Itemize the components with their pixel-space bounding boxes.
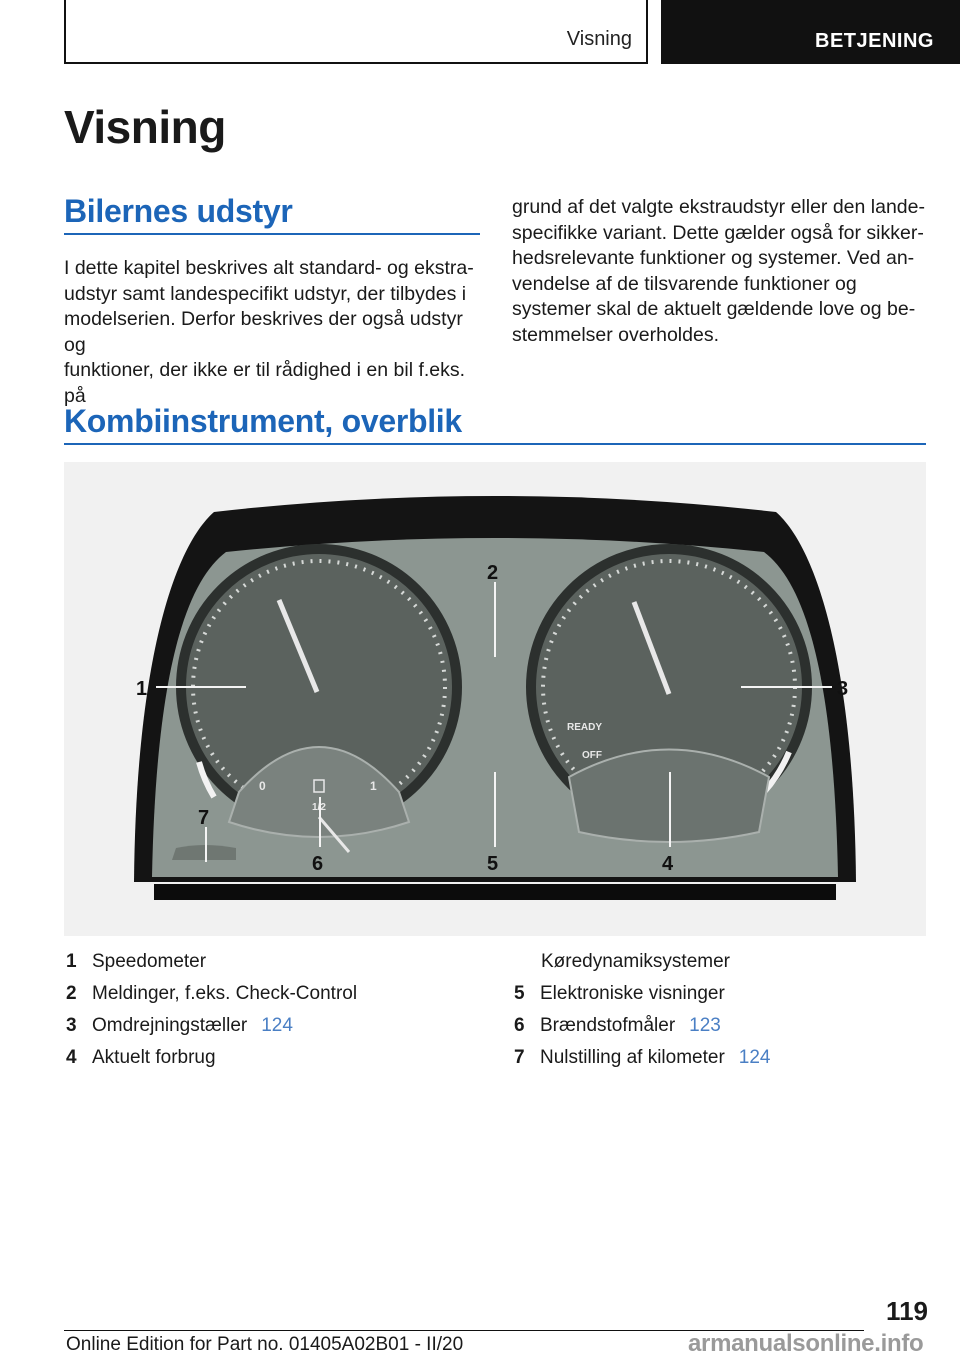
fuel-zero-label: 0 [259,779,266,793]
legend-item-1 [66,949,206,975]
legend-number: 3 [66,1015,77,1036]
page-reference-link[interactable]: 123 [689,1015,721,1036]
callout-number-4: 4 [662,853,674,875]
legend-item-4 [66,1045,216,1071]
legend-number: 1 [66,951,77,972]
legend-number: 7 [514,1047,525,1068]
header-chapter-tab: BETJENING [661,0,960,64]
heading-cluster-rule [64,443,926,445]
off-label: OFF [582,750,602,761]
fuel-half-label: 1/2 [312,802,326,813]
legend-text: Meldinger, f.eks. Check-Control [92,983,358,1004]
callout-number-6: 6 [312,853,324,875]
callout-number-7: 7 [198,807,210,829]
legend-item-6 [514,1013,721,1039]
instrument-cluster-figure [64,462,926,936]
paragraph-equipment-right: grund af det valgte ekstraudstyr eller den lande- specifikke variant. Dette gælder også for sikker- hedsrelevante funktioner og systemer. Ved an- vendelse af de tilsvarende funktioner og systemer skal de aktuelt gældende love og be- stemmelser overholdes. [512,196,925,346]
heading-equipment-rule [64,233,480,235]
header-box [64,0,648,64]
callout-number-3: 3 [837,678,849,700]
callout-number-5: 5 [487,853,499,875]
legend-number: 2 [66,983,77,1004]
reset-button-shape [172,845,236,860]
legend-item-3 [66,1013,293,1039]
watermark: armanualsonline.info [688,1330,924,1357]
legend-text: Speedometer [92,951,207,972]
fuel-full-label: 1 [370,779,377,793]
ready-label: READY [567,722,603,733]
legend-number: 6 [514,1015,525,1036]
legend-number: 4 [66,1047,77,1068]
legend-text: Aktuelt forbrug [92,1047,216,1068]
page-reference-link[interactable]: 124 [738,1047,771,1068]
legend-item-5 [514,981,725,1007]
page-number: 119 [886,1296,928,1326]
paragraph-equipment-left: I dette kapitel beskrives alt standard- og ekstra- udstyr samt landespecifikt udstyr, der tilbydes i modelserien. Derfor beskrives der også udstyr og funktioner, der ikke er til rådighed i en bil f.eks. på [64,257,474,407]
legend-text: Brændstofmåler [540,1015,676,1036]
page-reference-link[interactable]: 124 [261,1015,293,1036]
legend-item-4-continuation: Køredynamiksystemer [541,951,730,972]
heading-equipment: Bilernes udstyr [64,193,293,229]
legend-text: Omdrejningstæller [92,1015,248,1036]
heading-cluster: Kombiinstrument, overblik [64,403,462,439]
legend-item-7 [514,1045,771,1071]
footer-edition: Online Edition for Part no. 01405A02B01 - II/20 [66,1334,464,1355]
header-section-title: Visning [566,28,632,50]
legend-item-2 [66,981,357,1007]
callout-number-1: 1 [136,678,148,700]
legend-text: Nulstilling af kilometer [540,1047,725,1068]
legend-text: Elektroniske visninger [540,983,725,1004]
legend-number: 5 [514,983,525,1004]
page-title: Visning [64,101,226,153]
callout-number-2: 2 [487,562,499,584]
